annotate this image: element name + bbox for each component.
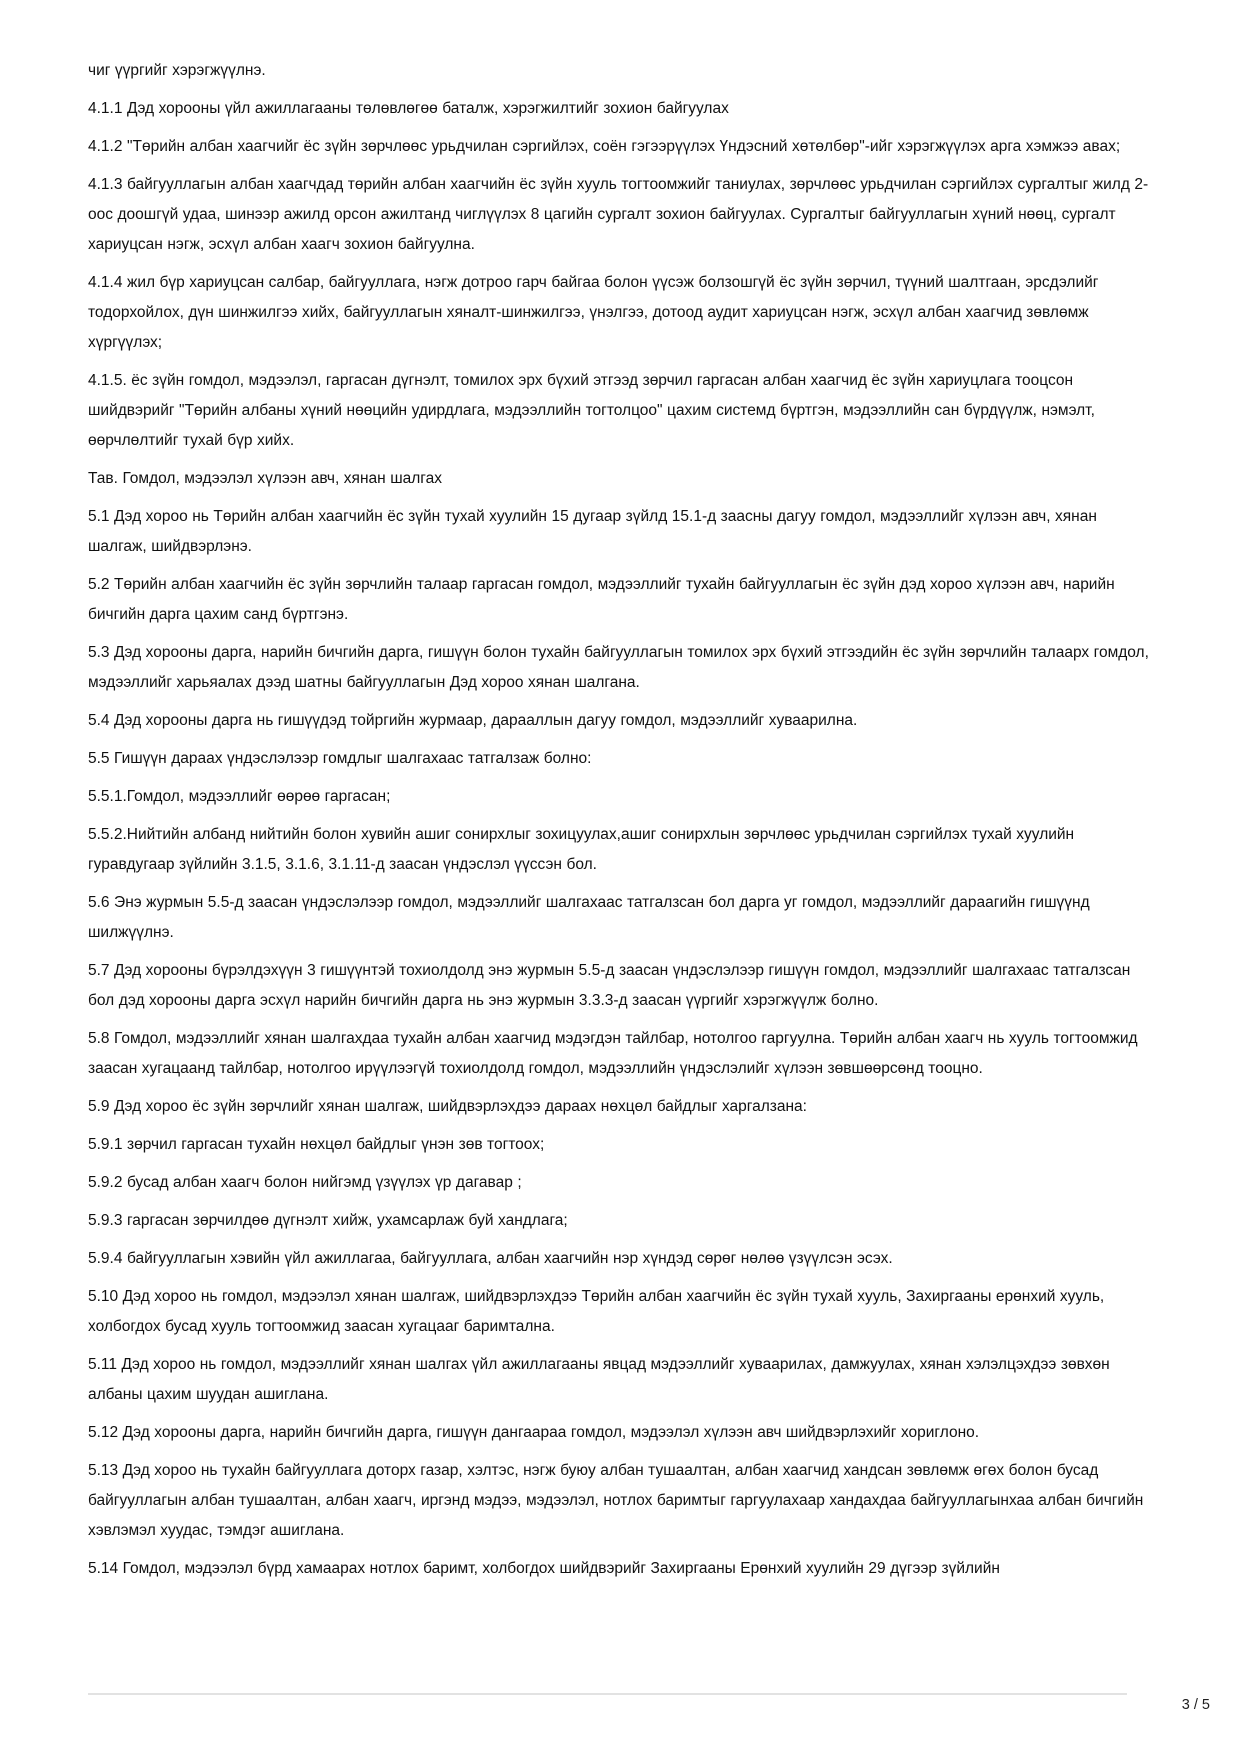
- paragraph-5-14: 5.14 Гомдол, мэдээлэл бүрд хамаарах нотлох баримт, холбогдох шийдвэрийг Захиргааны Ерөнхий хуулийн 29 дүгээр зүйлийн: [88, 1560, 1000, 1577]
- page-footer: [0, 1693, 1240, 1714]
- paragraph-5-5-1: 5.5.1.Гомдол, мэдээллийг өөрөө гаргасан;: [88, 788, 391, 805]
- paragraph-5-5: 5.5 Гишүүн дараах үндэслэлээр гомдлыг шалгахаас татгалзаж болно:: [88, 750, 592, 767]
- paragraph-4-1-4: 4.1.4 жил бүр хариуцсан салбар, байгууллага, нэгж дотроо гарч байгаа болон үүсэж болзошгүй ёс зүйн зөрчил, түүний шалтгаан, эрсдэлийг тодорхойлох, дүн шинжилгээ хийх, байгууллагын хяналт-шинжилгээ, үнэлгээ, дотоод аудит хариуцсан нэгж, эсхүл албан хаагчид зөвлөмж хүргүүлэх;: [88, 274, 1099, 351]
- paragraph-4-1-3: 4.1.3 байгууллагын албан хаагчдад төрийн албан хаагчийн ёс зүйн хууль тогтоомжийг таниулах, зөрчлөөс урьдчилан сэргийлэх сургалтыг жилд 2-оос доошгүй удаа, шинээр ажилд орсон ажилтанд чиглүүлэх 8 цагийн сургалт зохион байгуулах. Сургалтыг байгууллагын хүний нөөц, сургалт хариуцсан нэгж, эсхүл албан хаагч зохион байгуулна.: [88, 176, 1149, 253]
- paragraph-5-9-4: 5.9.4 байгууллагын хэвийн үйл ажиллагаа, байгууллага, албан хаагчийн нэр хүндэд сөрөг нөлөө үзүүлсэн эсэх.: [88, 1250, 893, 1267]
- paragraph-5-6: 5.6 Энэ журмын 5.5-д заасан үндэслэлээр гомдол, мэдээллийг шалгахаас татгалзсан бол дарга уг гомдол, мэдээллийг дараагийн гишүүнд шилжүүлнэ.: [88, 894, 1090, 941]
- paragraph-5-9-2: 5.9.2 бусад албан хаагч болон нийгэмд үзүүлэх үр дагавар ;: [88, 1174, 522, 1191]
- paragraph-5-7: 5.7 Дэд хорооны бүрэлдэхүүн 3 гишүүнтэй тохиолдолд энэ журмын 5.5-д заасан үндэслэлээр гишүүн гомдол, мэдээллийг шалгахаас татгалзсан бол дэд хорооны дарга эсхүл нарийн бичгийн дарга нь энэ журмын 3.3.3-д заасан үүргийг хэрэгжүүлж болно.: [88, 962, 1131, 1009]
- page-divider: [88, 1693, 1127, 1695]
- paragraph-5-13: 5.13 Дэд хороо нь тухайн байгууллага доторх газар, хэлтэс, нэгж буюу албан тушаалтан, албан хаагчид хандсан зөвлөмж өгөх болон бусад байгууллагын албан тушаалтан, албан хаагч, иргэнд мэдээ, мэдээлэл, нотлох баримтыг гаргуулахаар хандахдаа байгууллагынхаа албан бичгийн хэвлэмэл хуудас, тэмдэг ашиглана.: [88, 1462, 1144, 1539]
- paragraph-5-9-1: 5.9.1 зөрчил гаргасан тухайн нөхцөл байдлыг үнэн зөв тогтоох;: [88, 1136, 545, 1153]
- paragraph-continuation: чиг үүргийг хэрэгжүүлнэ.: [88, 62, 266, 79]
- paragraph-5-9-3: 5.9.3 гаргасан зөрчилдөө дүгнэлт хийж, ухамсарлаж буй хандлага;: [88, 1212, 568, 1229]
- paragraph-4-1-2: 4.1.2 "Төрийн албан хаагчийг ёс зүйн зөрчлөөс урьдчилан сэргийлэх, соён гэгээрүүлэх Үндэсний хөтөлбөр"-ийг хэрэгжүүлэх арга хэмжээ авах;: [88, 138, 1121, 155]
- section-heading-five: Тав. Гомдол, мэдээлэл хүлээн авч, хянан шалгах: [88, 470, 442, 487]
- paragraph-5-4: 5.4 Дэд хорооны дарга нь гишүүдэд тойргийн журмаар, дарааллын дагуу гомдол, мэдээллийг хуваарилна.: [88, 712, 858, 729]
- paragraph-5-12: 5.12 Дэд хорооны дарга, нарийн бичгийн дарга, гишүүн дангаараа гомдол, мэдээлэл хүлээн авч шийдвэрлэхийг хориглоно.: [88, 1424, 980, 1441]
- paragraph-5-5-2: 5.5.2.Нийтийн албанд нийтийн болон хувийн ашиг сонирхлыг зохицуулах,ашиг сонирхлын зөрчлөөс урьдчилан сэргийлэх тухай хуулийн гуравдугаар зүйлийн 3.1.5, 3.1.6, 3.1.11-д заасан үндэслэл үүссэн бол.: [88, 826, 1075, 873]
- paragraph-4-1-5: 4.1.5. ёс зүйн гомдол, мэдээлэл, гаргасан дүгнэлт, томилох эрх бүхий этгээд зөрчил гаргасан албан хаагчид ёс зүйн хариуцлага тооцсон шийдвэрийг "Төрийн албаны хүний нөөцийн удирдлага, мэдээллийн тогтолцоо" цахим системд бүртгэн, мэдээллийн сан бүрдүүлж, нэмэлт, өөрчлөлтийг тухай бүр хийх.: [88, 372, 1095, 449]
- paragraph-5-9: 5.9 Дэд хороо ёс зүйн зөрчлийг хянан шалгаж, шийдвэрлэхдээ дараах нөхцөл байдлыг харгалзана:: [88, 1098, 807, 1115]
- page-number: 3 / 5: [1181, 1697, 1210, 1713]
- paragraph-5-11: 5.11 Дэд хороо нь гомдол, мэдээллийг хянан шалгах үйл ажиллагааны явцад мэдээллийг хуваарилах, дамжуулах, хянан хэлэлцэхдээ зөвхөн албаны цахим шуудан ашиглана.: [88, 1356, 1110, 1403]
- paragraph-5-10: 5.10 Дэд хороо нь гомдол, мэдээлэл хянан шалгаж, шийдвэрлэхдээ Төрийн албан хаагчийн ёс зүйн тухай хууль, Захиргааны ерөнхий хууль, холбогдох бусад хууль тогтоомжид заасан хугацааг баримтална.: [88, 1288, 1105, 1335]
- paragraph-5-2: 5.2 Төрийн албан хаагчийн ёс зүйн зөрчлийн талаар гаргасан гомдол, мэдээллийг тухайн байгууллагын ёс зүйн дэд хороо хүлээн авч, нарийн бичгийн дарга цахим санд бүртгэнэ.: [88, 576, 1115, 623]
- paragraph-5-3: 5.3 Дэд хорооны дарга, нарийн бичгийн дарга, гишүүн болон тухайн байгууллагын томилох эрх бүхий этгээдийн ёс зүйн зөрчлийн талаарх гомдол, мэдээллийг харьяалах дээд шатны байгууллагын Дэд хороо хянан шалгана.: [88, 644, 1149, 691]
- paragraph-5-1: 5.1 Дэд хороо нь Төрийн албан хаагчийн ёс зүйн тухай хуулийн 15 дугаар зүйлд 15.1-д заасны дагуу гомдол, мэдээллийг хүлээн авч, хянан шалгаж, шийдвэрлэнэ.: [88, 508, 1097, 555]
- paragraph-5-8: 5.8 Гомдол, мэдээллийг хянан шалгахдаа тухайн албан хаагчид мэдэгдэн тайлбар, нотолгоо гаргуулна. Төрийн албан хаагч нь хууль тогтоомжид заасан хугацаанд тайлбар, нотолгоо ирүүлээгүй тохиолдолд гомдол, мэдээллийн үндэслэлийг хүлээн зөвшөөрсөнд тооцно.: [88, 1030, 1138, 1077]
- paragraph-4-1-1: 4.1.1 Дэд хорооны үйл ажиллагааны төлөвлөгөө баталж, хэрэгжилтийг зохион байгуулах: [88, 100, 729, 117]
